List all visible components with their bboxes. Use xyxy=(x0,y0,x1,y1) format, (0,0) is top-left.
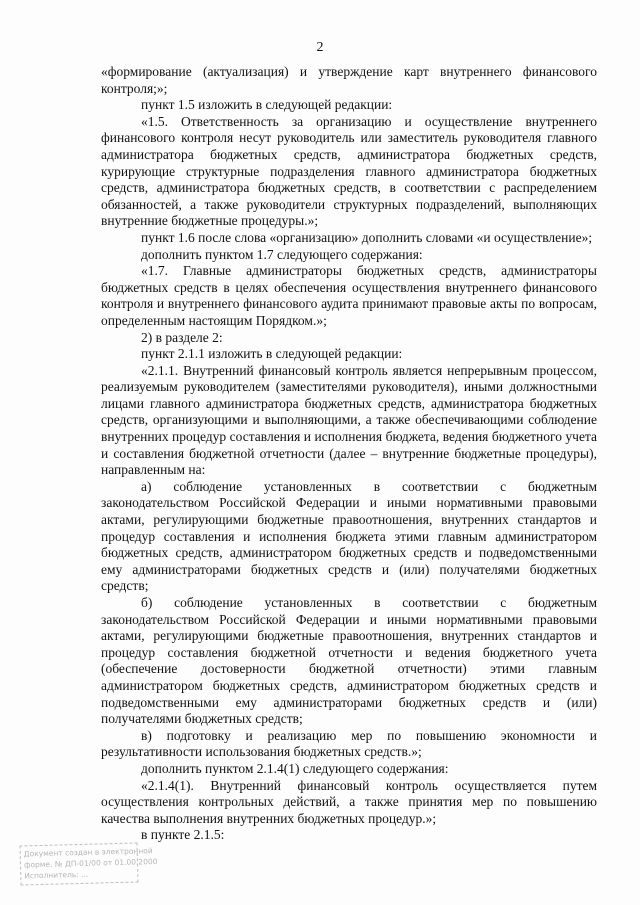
paragraph: «1.7. Главные администраторы бюджетных средств, администраторы бюджетных средств в целях обеспечения осуществления внутреннего финансового контроля и внутреннего финансового аудита принимают правовые акты по вопросам, определенным настоящим Порядком.»; xyxy=(101,263,597,328)
paragraph: пункт 1.5 изложить в следующей редакции: xyxy=(141,97,393,113)
paragraph: дополнить пунктом 1.7 следующего содержания: xyxy=(141,246,423,262)
paragraph: в) подготовку и реализацию мер по повышению экономности и результативности использования бюджетных средств.»; xyxy=(101,727,597,760)
stamp-line: форме. № ДП-01/00 от 01.00.2000 xyxy=(23,856,158,870)
stamp-line: Исполнитель: ... xyxy=(24,869,89,881)
paragraph: а) соблюдение установленных в соответствии с бюджетным законодательством Российской Федерации и иными нормативными правовыми актами, регулирующими бюджетные правоотношения, внутренних стандартов и процедур составления и исполнения бюджета этими главным администратором бюджетных средств, администратором бюджетных средств и подведомственными ему администраторами бюджетных средств и (или) получателями бюджетных средств; xyxy=(101,478,597,594)
page-number: 2 xyxy=(316,40,324,55)
paragraph: б) соблюдение установленных в соответствии с бюджетным законодательством Российской Федерации и иными нормативными правовыми актами, регулирующими бюджетные правоотношения, внутренних стандартов и процедур составления бюджетной отчетности и ведения бюджетного учета (обеспечение достоверности бюджетной отчетности) этими главным администратором бюджетных средств, администратором бюджетных средств и подведомственными ему администраторами бюджетных средств и (или) получателями бюджетных средств; xyxy=(101,595,597,727)
paragraph: дополнить пунктом 2.1.4(1) следующего содержания: xyxy=(141,760,449,776)
stamp-line: Документ создан в электронной xyxy=(23,846,153,859)
paragraph: пункт 1.6 после слова «организацию» дополнить словами «и осуществление»; xyxy=(141,229,593,245)
paragraph: в пункте 2.1.5: xyxy=(141,827,225,843)
document-stamp xyxy=(19,842,158,885)
paragraph: «формирование (актуализация) и утверждение карт внутреннего финансового контроля;»; xyxy=(101,64,597,96)
paragraph: «2.1.4(1). Внутренний финансовый контроль осуществляется путем осуществления контрольных действий, а также принятия мер по повышению качества выполнения внутренних бюджетных процедур.»; xyxy=(101,777,597,826)
paragraph: пункт 2.1.1 изложить в следующей редакции: xyxy=(141,346,403,362)
paragraph: «2.1.1. Внутренний финансовый контроль является непрерывным процессом, реализуемым руководителем (заместителями руководителя), иными должностными лицами главного администратора бюджетных средств, администратора бюджетных средств, организующими и выполняющими, а также обеспечивающими соблюдение внутренних процедур составления и исполнения бюджета, ведения бюджетного учета и составления бюджетной отчетности (далее – внутренние бюджетные процедуры), направленным на: xyxy=(101,362,597,478)
document-body xyxy=(101,64,597,844)
paragraph: 2) в разделе 2: xyxy=(141,329,223,345)
paragraph: «1.5. Ответственность за организацию и осуществление внутреннего финансового контроля несут руководитель или заместитель руководителя главного администратора бюджетных средств, администратора бюджетных средств, курирующие структурные подразделения главного администратора бюджетных средств, администратора бюджетных средств, в соответствии с распределением обязанностей, а также руководители структурных подразделений, выполняющих внутренние бюджетные процедуры.»; xyxy=(101,113,597,229)
